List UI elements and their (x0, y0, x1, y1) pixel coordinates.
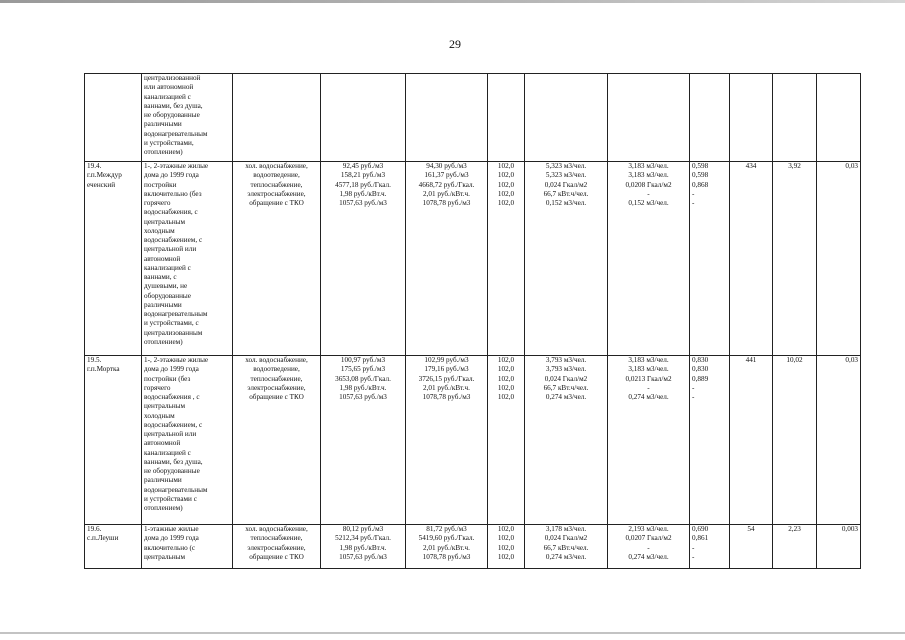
row-number-location: 19.6. с.п.Леуши (85, 525, 142, 569)
index-cell: 102,0 102,0 102,0 102,0 102,0 (488, 356, 525, 525)
tariff-table (84, 73, 861, 569)
table-row (85, 74, 861, 162)
value-cell (817, 74, 861, 162)
coefficient-cell: 0,690 0,861 - - (690, 525, 730, 569)
housing-description: 1-, 2-этажные жилые дома до 1999 года постройки включительно (без горячего водоснабжения, с центральным холодным водоснабжением, с центральной или автономной канализацией с ваннами, с душевыми, не оборудованные различными водонагревательным и устройствами, с централизованным отоплением) (142, 162, 233, 356)
services-cell: хол. водоснабжение, теплоснабжение, электроснабжение, обращение с ТКО (233, 525, 321, 569)
tariff-current-cell (321, 74, 406, 162)
norm-current-cell: 5,323 м3/чел. 5,323 м3/чел. 0,024 Гкал/м2 66,7 кВт.ч/чел. 0,152 м3/чел. (525, 162, 608, 356)
index-cell: 102,0 102,0 102,0 102,0 (488, 525, 525, 569)
norm-current-cell: 3,793 м3/чел. 3,793 м3/чел. 0,024 Гкал/м2 66,7 кВт.ч/чел. 0,274 м3/чел. (525, 356, 608, 525)
norm-current-cell: 3,178 м3/чел. 0,024 Гкал/м2 66,7 кВт.ч/чел. 0,274 м3/чел. (525, 525, 608, 569)
norm-new-cell: 3,183 м3/чел. 3,183 м3/чел. 0,0213 Гкал/м2 - 0,274 м3/чел. (608, 356, 690, 525)
services-cell: хол. водоснабжение, водоотведение, теплоснабжение, электроснабжение, обращение с ТКО (233, 162, 321, 356)
norm-new-cell: 2,193 м3/чел. 0,0207 Гкал/м2 - 0,274 м3/чел. (608, 525, 690, 569)
row-number-location: 19.5. г.п.Мортка (85, 356, 142, 525)
value-cell (773, 74, 817, 162)
value-cell: 10,02 (773, 356, 817, 525)
index-cell (488, 74, 525, 162)
tariff-current-cell: 80,12 руб./м3 5212,34 руб./Гкал. 1,98 руб./кВт.ч. 1057,63 руб./м3 (321, 525, 406, 569)
value-cell: 2,23 (773, 525, 817, 569)
norm-new-cell: 3,183 м3/чел. 3,183 м3/чел. 0,0208 Гкал/м2 - 0,152 м3/чел. (608, 162, 690, 356)
tariff-current-cell: 92,45 руб./м3 158,21 руб./м3 4577,18 руб./Гкал. 1,98 руб./кВт.ч. 1057,63 руб./м3 (321, 162, 406, 356)
scan-bottom-edge (0, 632, 905, 634)
tariff-new-cell: 81,72 руб./м3 5419,60 руб./Гкал. 2,01 руб./кВт.ч. 1078,78 руб./м3 (406, 525, 488, 569)
norm-current-cell (525, 74, 608, 162)
table-row (85, 356, 861, 525)
coefficient-cell: 0,598 0,598 0,868 - - (690, 162, 730, 356)
count-cell: 434 (730, 162, 773, 356)
value-cell: 0,003 (817, 525, 861, 569)
table-row (85, 525, 861, 569)
value-cell: 0,03 (817, 356, 861, 525)
table-row (85, 162, 861, 356)
count-cell: 54 (730, 525, 773, 569)
tariff-new-cell (406, 74, 488, 162)
housing-description: 1-этажные жилые дома до 1999 года включительно (с центральным (142, 525, 233, 569)
services-cell (233, 74, 321, 162)
services-cell: хол. водоснабжение, водоотведение, теплоснабжение, электроснабжение, обращение с ТКО (233, 356, 321, 525)
housing-description: 1-, 2-этажные жилые дома до 1999 года постройки (без горячего водоснабжения , с центральным холодным водоснабжением, с центральной или автономной канализацией с ваннами, без душа, не оборудованные различными водонагревательным и устройствами с отоплением) (142, 356, 233, 525)
scan-top-edge (0, 0, 905, 3)
coefficient-cell (690, 74, 730, 162)
coefficient-cell: 0,830 0,830 0,889 - - (690, 356, 730, 525)
value-cell: 3,92 (773, 162, 817, 356)
tariff-current-cell: 100,97 руб./м3 175,65 руб./м3 3653,08 руб./Гкал. 1,98 руб./кВт.ч. 1057,63 руб./м3 (321, 356, 406, 525)
count-cell (730, 74, 773, 162)
count-cell: 441 (730, 356, 773, 525)
value-cell: 0,03 (817, 162, 861, 356)
housing-description: централизованной или автономной канализацией с ваннами, без душа, не оборудованные различными водонагревательным и устройствами, отоплением) (142, 74, 233, 162)
row-number-location: 19.4. г.п.Междур еченский (85, 162, 142, 356)
index-cell: 102,0 102,0 102,0 102,0 102,0 (488, 162, 525, 356)
row-number-location (85, 74, 142, 162)
tariff-new-cell: 94,30 руб./м3 161,37 руб./м3 4668,72 руб./Гкал. 2,01 руб./кВт.ч. 1078,78 руб./м3 (406, 162, 488, 356)
page-number: 29 (449, 37, 461, 51)
tariff-new-cell: 102,99 руб./м3 179,16 руб./м3 3726,15 руб./Гкал. 2,01 руб./кВт.ч. 1078,78 руб./м3 (406, 356, 488, 525)
norm-new-cell (608, 74, 690, 162)
